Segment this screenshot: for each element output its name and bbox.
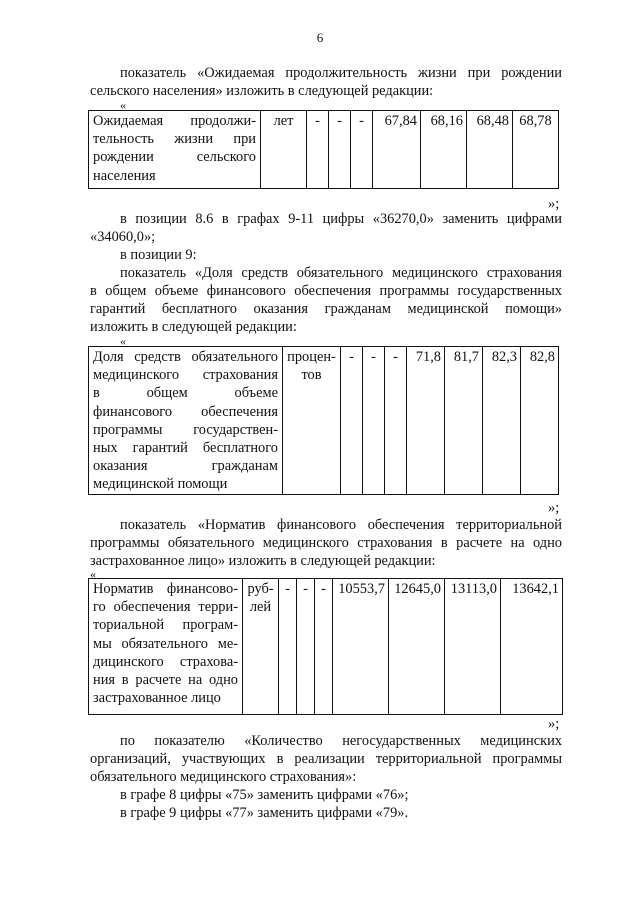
open-quote-2: « — [120, 334, 126, 348]
intro-paragraph-2-line-3: гарантий бесплатного оказания гражданам медицинской помощи» — [90, 301, 562, 317]
indicator-name-line: медицинской помощи — [93, 476, 228, 493]
indicator-name-line: рождении сельского — [93, 149, 256, 166]
value-cell: 13113,0 — [445, 579, 501, 715]
indicator-name-line: финансового обеспечения — [93, 403, 278, 420]
value-cell: - — [307, 111, 329, 189]
intro-paragraph-3-line-3: застрахованное лицо» изложить в следующей редакции: — [90, 553, 436, 569]
indicator-name-line: ных гарантий бесплатного — [93, 440, 278, 457]
table-oms-share — [88, 346, 559, 495]
value-cell: 68,48 — [467, 111, 513, 189]
value-cell: - — [341, 347, 363, 495]
value-cell: 82,8 — [521, 347, 559, 495]
indicator-name-line: медицинского страхования — [93, 367, 278, 384]
intro-paragraph-2-line-2: в общем объеме финансового обеспечения программы государственных — [90, 283, 562, 299]
indicator-name-cell — [89, 347, 283, 495]
indicator-name-line: Норматив финансово- — [93, 581, 238, 597]
unit-cell — [283, 347, 341, 495]
page-number: 6 — [316, 30, 324, 45]
value-cell: 71,8 — [407, 347, 445, 495]
unit-line: руб- — [247, 581, 274, 597]
close-quote-2: »; — [548, 500, 560, 516]
indicator-name-line: Ожидаемая продолжи- — [93, 113, 256, 129]
value-cell: 10553,7 — [333, 579, 389, 715]
close-quote-3: »; — [548, 716, 560, 732]
tail-paragraph-line-1: по показателю «Количество негосударственных медицинских — [120, 733, 562, 749]
indicator-name-line: тельность жизни при — [93, 131, 256, 148]
intro-paragraph-1-line-2: сельского населения» изложить в следующей редакции: — [90, 83, 434, 99]
unit-cell: лет — [261, 111, 307, 189]
value-cell: - — [315, 579, 333, 715]
value-cell: - — [279, 579, 297, 715]
indicator-name-line: мы обязательного ме- — [93, 635, 238, 652]
indicator-name-line: ториальной програм- — [93, 617, 238, 634]
value-cell: 13642,1 — [501, 579, 563, 715]
tail-paragraph-line-3: обязательного медицинского страхования»: — [90, 769, 357, 785]
value-cell: 68,16 — [421, 111, 467, 189]
replace-column-9: в графе 9 цифры «77» заменить цифрами «79». — [120, 805, 409, 821]
table-life-expectancy — [88, 110, 559, 189]
value-cell: 68,78 — [513, 111, 559, 189]
unit-line: тов — [301, 367, 322, 384]
position-9-heading: в позиции 9: — [120, 247, 197, 263]
unit-cell — [243, 579, 279, 715]
indicator-name-line: программы государствен- — [93, 421, 278, 438]
value-cell: - — [351, 111, 373, 189]
indicator-name-line: застрахованное лицо — [93, 690, 221, 707]
indicator-name-cell — [89, 111, 261, 189]
open-quote-3: « — [90, 567, 96, 581]
value-cell: 82,3 — [483, 347, 521, 495]
intro-paragraph-1-line-1: показатель «Ожидаемая продолжительность жизни при рождении — [120, 65, 562, 81]
indicator-name-line: ния в расчете на одно — [93, 672, 238, 689]
indicator-name-line: дицинского страхова- — [93, 653, 238, 670]
close-quote-1: »; — [548, 196, 560, 212]
indicator-name-line: Доля средств обязательного — [93, 349, 278, 365]
value-cell: 81,7 — [445, 347, 483, 495]
table-financing-norm — [88, 578, 563, 715]
value-cell: - — [329, 111, 351, 189]
value-cell: - — [297, 579, 315, 715]
indicator-name-line: населения — [93, 167, 156, 184]
indicator-name-line: го обеспечения терри- — [93, 599, 238, 616]
value-cell: 67,84 — [373, 111, 421, 189]
intro-paragraph-2-line-1: показатель «Доля средств обязательного медицинского страхования — [120, 265, 562, 281]
intro-paragraph-3-line-1: показатель «Норматив финансового обеспечения территориальной — [120, 517, 562, 533]
intro-paragraph-3-line-2: программы обязательного медицинского страхования в расчете на одно — [90, 535, 562, 551]
value-cell: - — [363, 347, 385, 495]
indicator-name-line: оказания гражданам — [93, 458, 278, 475]
value-cell: - — [385, 347, 407, 495]
value-cell: 12645,0 — [389, 579, 445, 715]
intro-paragraph-2-line-4: изложить в следующей редакции: — [90, 319, 297, 335]
unit-line: лей — [249, 599, 272, 616]
indicator-name-cell — [89, 579, 243, 715]
indicator-name-line: в общем объеме — [93, 385, 278, 402]
unit-line: процен- — [287, 349, 336, 365]
tail-paragraph-line-2: организаций, участвующих в реализации территориальной программы — [90, 751, 562, 767]
open-quote-1: « — [120, 98, 126, 112]
replace-paragraph-line-1: в позиции 8.6 в графах 9-11 цифры «36270,0» заменить цифрами — [120, 211, 562, 227]
replace-column-8: в графе 8 цифры «75» заменить цифрами «76»; — [120, 787, 409, 803]
replace-paragraph-line-2: «34060,0»; — [90, 229, 156, 245]
